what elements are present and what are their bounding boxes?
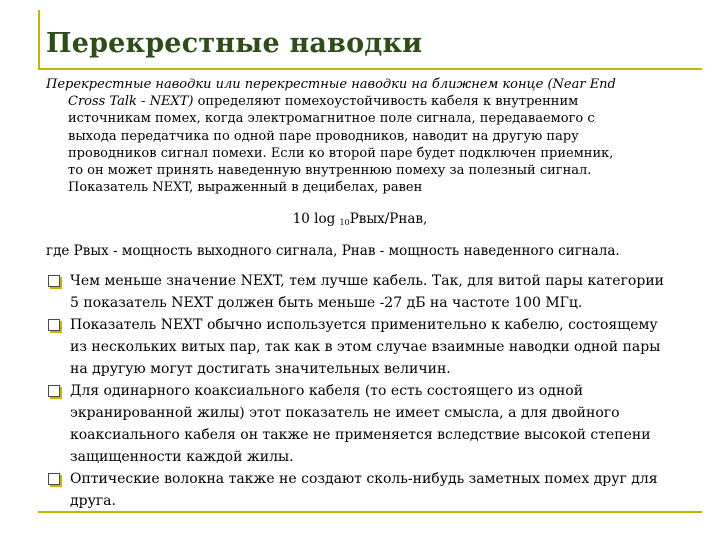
bullet-line: Показатель NEXT обычно используется применительно к кабелю, состоящему	[70, 317, 658, 333]
bullet-item	[46, 380, 686, 468]
bullet-item	[46, 468, 686, 512]
bullet-line: друга.	[70, 493, 116, 509]
bullet-line: защищенности каждой жилы.	[70, 449, 294, 465]
bullet-item	[46, 270, 686, 314]
bullet-line: на другую могут достигать значительных величин.	[70, 361, 451, 377]
checkbox-square-icon	[48, 473, 60, 485]
bullet-item	[46, 314, 686, 380]
formula-subscript: 10	[339, 218, 350, 227]
intro-line-2	[46, 93, 662, 110]
bullet-line: Для одинарного коаксиального кабеля (то есть состоящего из одной	[70, 383, 584, 399]
bullet-line: коаксиального кабеля он также не применяется вследствие высокой степени	[70, 427, 651, 443]
slide-title: Перекрестные наводки	[46, 28, 423, 59]
bullet-line: Чем меньше значение NEXT, тем лучше кабель. Так, для витой пары категории	[70, 273, 664, 289]
title-underline	[38, 68, 702, 70]
checkbox-square-icon	[48, 275, 60, 287]
intro-paragraph	[46, 76, 662, 196]
bottom-rule	[38, 511, 702, 513]
bullet-line: из нескольких витых пар, так как в этом случае взаимные наводки одной пары	[70, 339, 661, 355]
intro-line-4: выхода передатчика по одной паре проводников, наводит на другую пару	[68, 128, 579, 144]
formula-prefix: 10 log	[292, 211, 340, 227]
bullet-line: Оптические волокна также не создают сколь-нибудь заметных помех друг для	[70, 471, 658, 487]
formula-suffix: Рвых/Рнав,	[349, 211, 428, 227]
bullet-line: экранированной жилы) этот показатель не имеет смысла, а для двойного	[70, 405, 620, 421]
intro-line-1: Перекрестные наводки или перекрестные наводки на ближнем конце (Near End	[46, 77, 616, 92]
intro-line-6: то он может принять наведенную внутреннюю помеху за полезный сигнал.	[68, 163, 592, 179]
intro-line-5: проводников сигнал помехи. Если ко второй паре будет подключен приемник,	[68, 145, 614, 161]
bullet-list	[46, 270, 686, 512]
bullet-line: 5 показатель NEXT должен быть меньше -27 дБ на частоте 100 МГц.	[70, 295, 583, 311]
checkbox-square-icon	[48, 385, 60, 397]
intro-line-2-rest: определяют помехоустойчивость кабеля к внутренним	[193, 94, 579, 110]
checkbox-square-icon	[48, 319, 60, 331]
intro-line-7: Показатель NEXT, выраженный в децибелах, равен	[68, 180, 423, 196]
where-line: где Рвых - мощность выходного сигнала, Рнав - мощность наведенного сигнала.	[46, 243, 620, 259]
intro-term-italic: Cross Talk - NEXT)	[68, 94, 194, 110]
next-formula	[0, 211, 720, 227]
intro-line-3: источникам помех, когда электромагнитное поле сигнала, передаваемого с	[68, 111, 595, 127]
